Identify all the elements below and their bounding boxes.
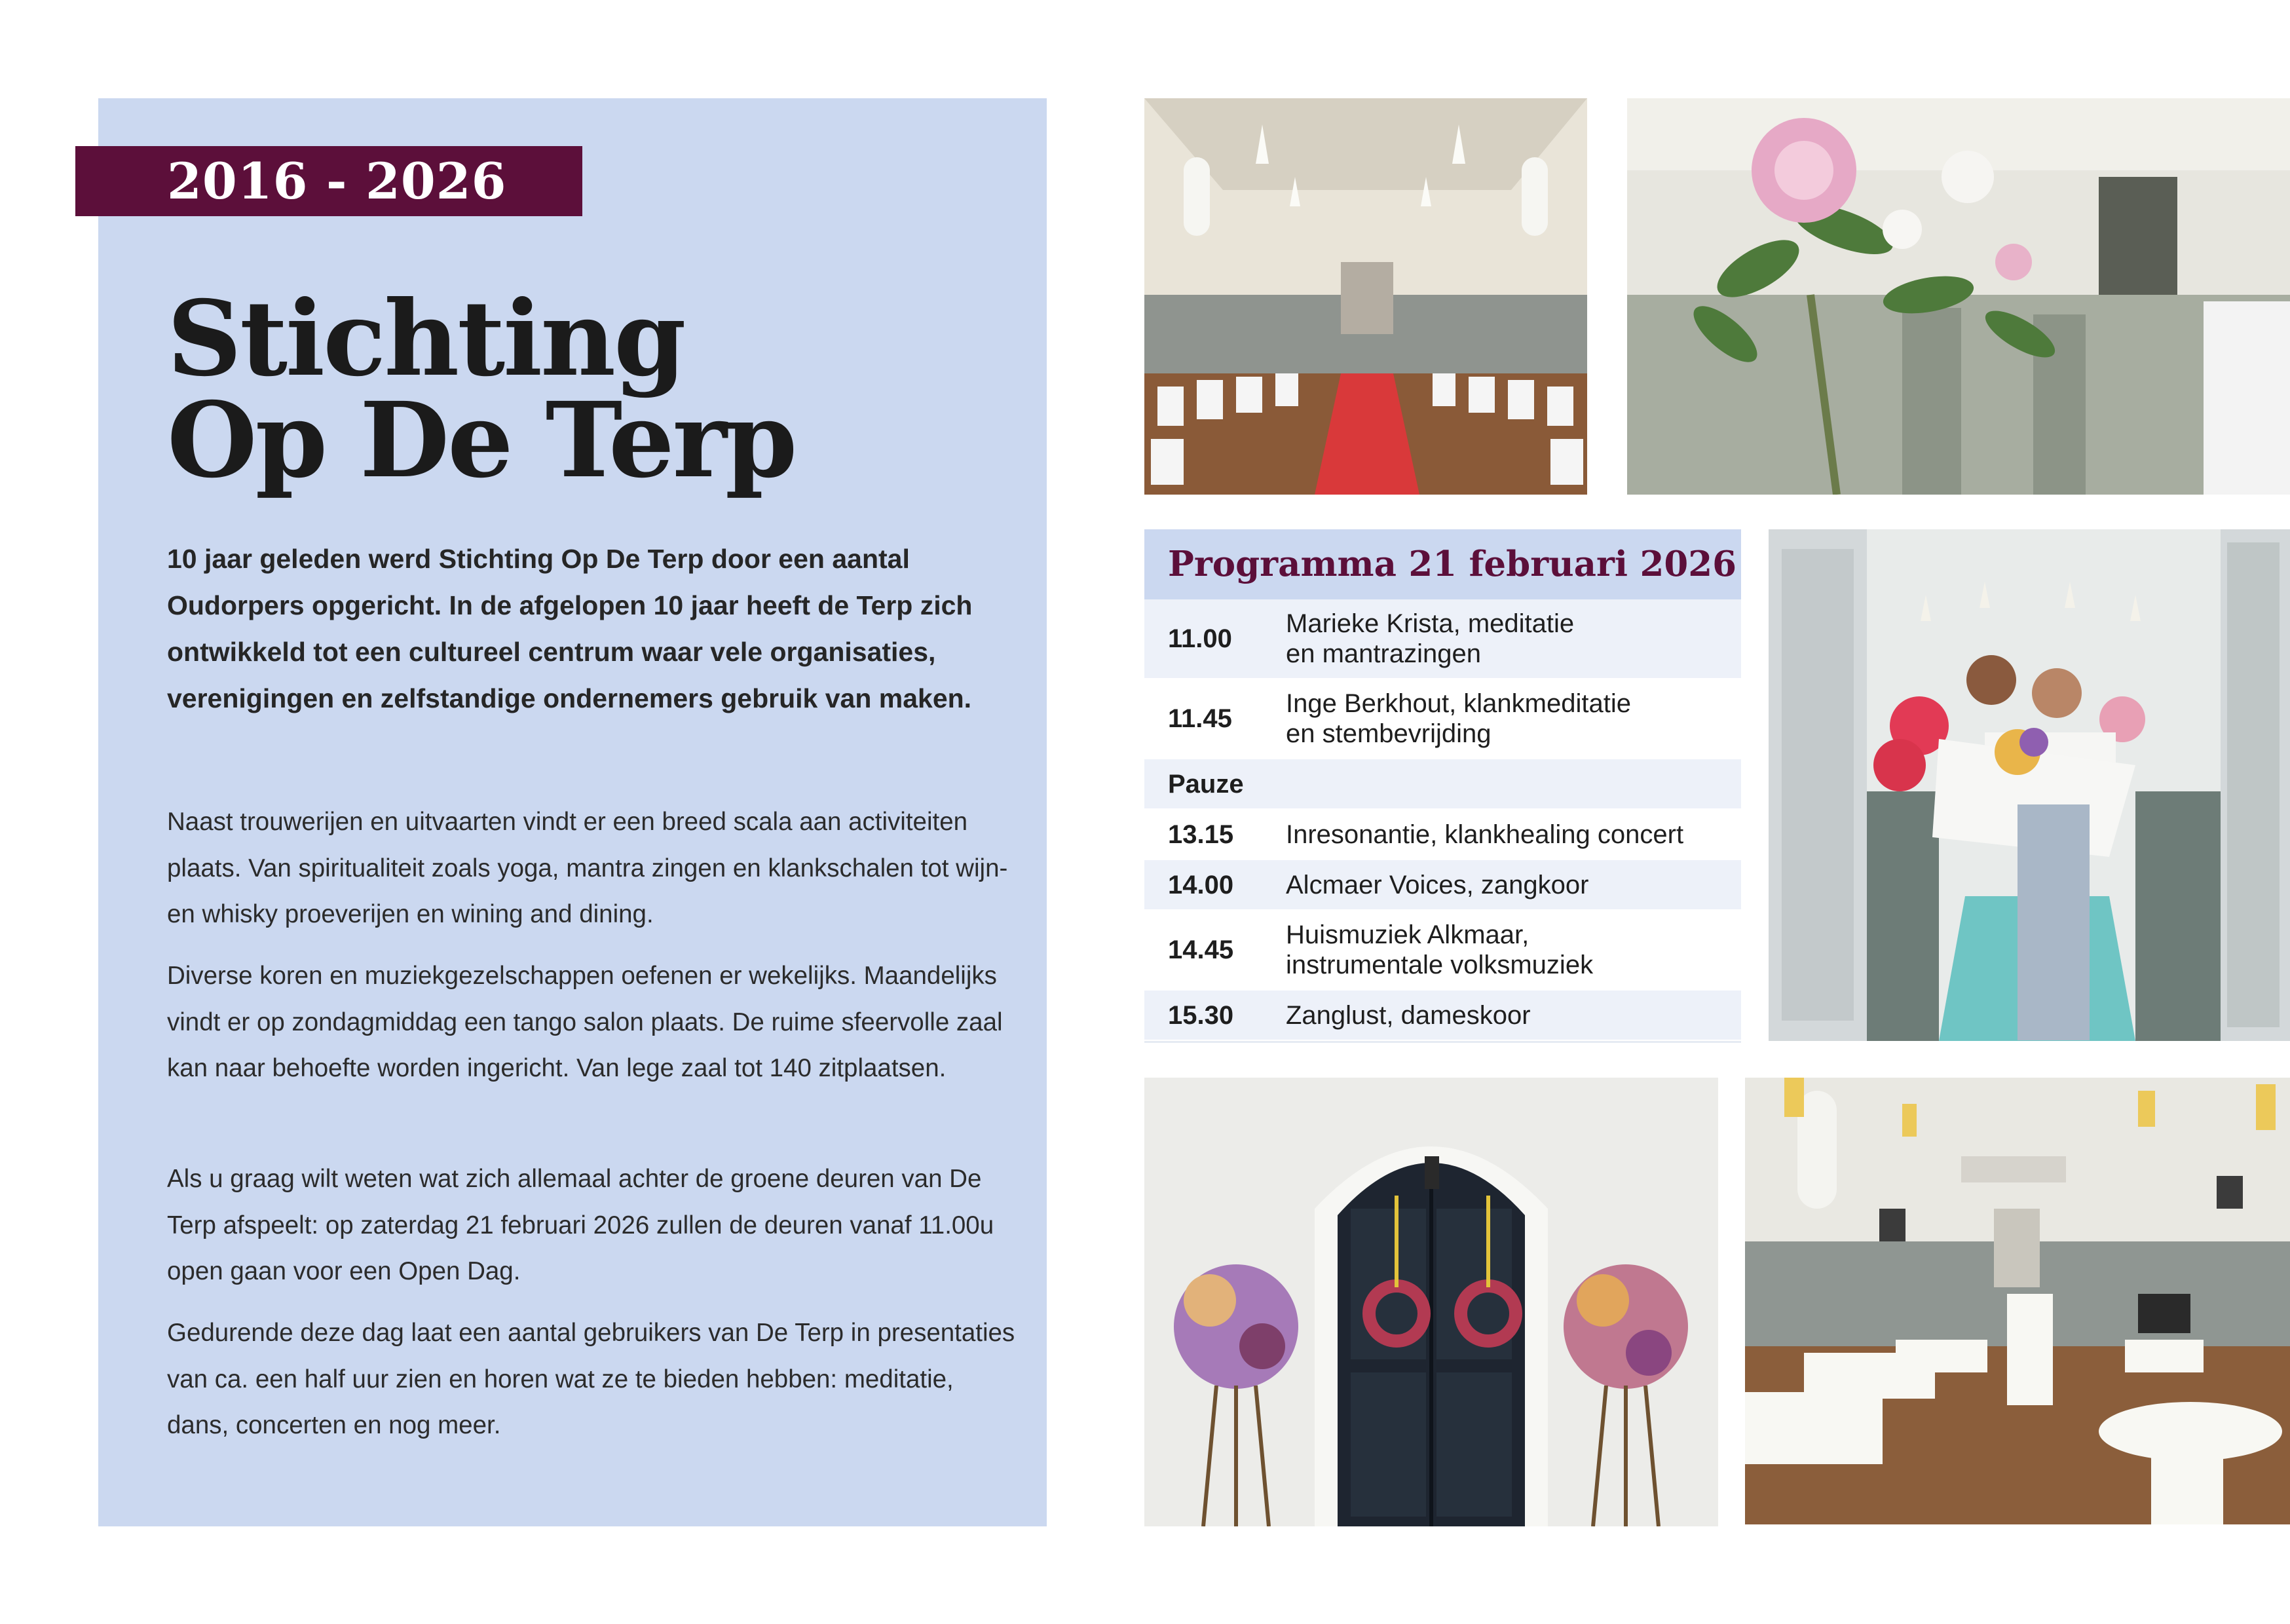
photo-church-doors: [1144, 1078, 1718, 1526]
programme-time: 14.00: [1168, 870, 1234, 899]
photo-wedding-couple: [1769, 529, 2290, 1041]
title-line-1: Stichting: [167, 278, 685, 400]
programme-time: 15.30: [1168, 1000, 1234, 1030]
paragraph-open-day: Als u graag wilt weten wat zich allemaal achter de groene deuren van De Terp afspeelt: op zaterdag 21 februari 2026 zullen de deuren vanaf 11.00u open gaan voor een Open Dag.: [167, 1165, 994, 1285]
programme-row: [1144, 860, 1741, 911]
programme-activity: Alcmaer Voices, zangkoor: [1286, 870, 1589, 899]
programme-row: [1144, 991, 1741, 1041]
programme-row: [1144, 911, 1741, 991]
programme-divider: [1144, 1041, 1741, 1043]
programme-row: [1144, 679, 1741, 759]
title-line-2: Op De Terp: [167, 380, 796, 501]
programme-row: [1144, 599, 1741, 679]
paragraph-activities: Naast trouwerijen en uitvaarten vindt er een breed scala aan activiteiten plaats. Van spiritualiteit zoals yoga, mantra zingen en klankschalen tot wijn- en whisky proeverijen en wining and dining.: [167, 808, 1008, 928]
photo-flower-decoration: [1627, 98, 2290, 495]
programme-time: 11.45: [1168, 704, 1232, 733]
programme-activity: Inresonantie, klankhealing concert: [1286, 820, 1684, 849]
photo-church-interior: [1144, 98, 1587, 495]
paragraph-presentations: Gedurende deze dag laat een aantal gebruikers van De Terp in presentaties van ca. een half uur zien en horen wat ze te bieden hebben: meditatie, dans, concerten en nog meer.: [167, 1319, 1015, 1439]
programme-activity: Huismuziek Alkmaar, instrumentale volksmuziek: [1286, 920, 1594, 979]
programme-time: 11.00: [1168, 624, 1232, 653]
intro-paragraph: 10 jaar geleden werd Stichting Op De Terp door een aantal Oudorpers opgericht. In de afgelopen 10 jaar heeft de Terp zich ontwikkeld tot een cultureel centrum waar vele organisaties, verenigingen en zelfstandige ondernemers gebruik van maken.: [167, 544, 973, 713]
photo-dining-hall: [1745, 1078, 2290, 1524]
programme-schedule: [1144, 529, 1741, 1043]
programme-time: 14.45: [1168, 935, 1234, 964]
paragraph-choirs: Diverse koren en muziekgezelschappen oefenen er wekelijks. Maandelijks vindt er op zondagmiddag een tango salon plaats. De ruime sfeervolle zaal kan naar behoefte worden ingericht. Van lege zaal tot 140 zitplaatsen.: [167, 962, 1003, 1082]
page-title: [167, 278, 953, 501]
programme-title: Programma 21 februari 2026: [1144, 529, 1741, 599]
programme-activity: Marieke Krista, meditatie en mantrazingen: [1286, 609, 1575, 668]
programme-activity: Inge Berkhout, klankmeditatie en stembevrijding: [1286, 689, 1631, 748]
programme-time: 13.15: [1168, 820, 1234, 849]
year-banner: 2016 - 2026: [75, 146, 582, 216]
programme-pause-row: [1144, 759, 1741, 810]
programme-pause: Pauze: [1168, 769, 1244, 799]
programme-activity: Zanglust, dameskoor: [1286, 1000, 1531, 1030]
programme-row: [1144, 810, 1741, 860]
